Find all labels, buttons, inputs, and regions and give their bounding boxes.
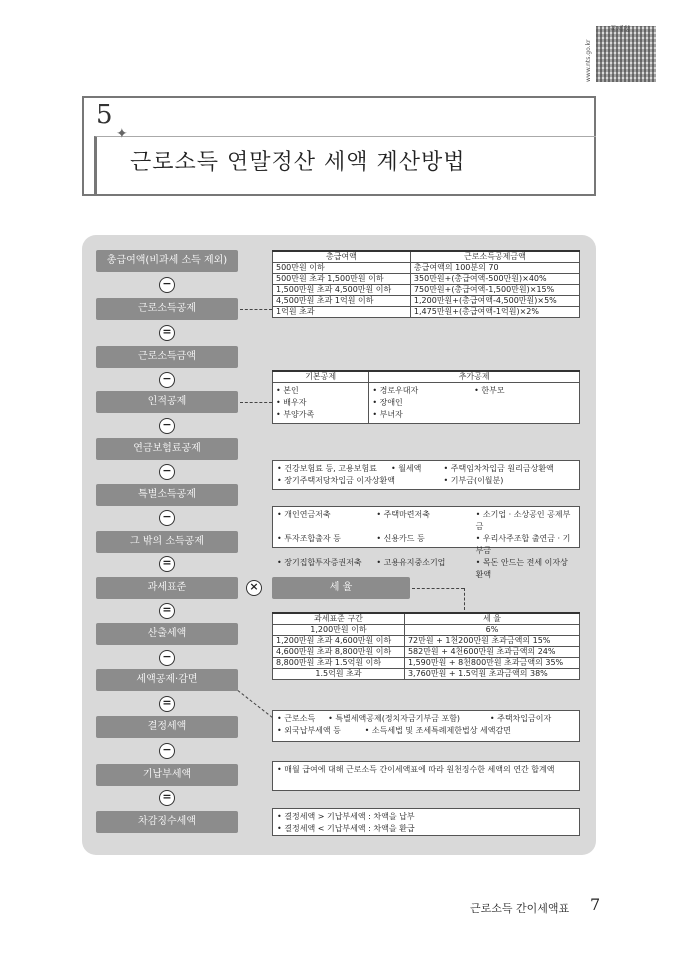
tax-rate-label: 세 율 <box>272 577 410 599</box>
equals-icon: = <box>159 556 175 572</box>
flow-step-final-tax: 차감징수세액 <box>96 811 238 833</box>
final-tax-box: • 결정세액 > 기납부세액 : 차액을 납부 • 결정세액 < 기납부세액 : 차액을 환급 <box>272 808 580 836</box>
earned-income-deduction-table: 총급여액 근로소득공제금액 500만원 이하 총급여액의 100분의 70 500만원 초과 1,500만원 이하 350만원+(총급여액-500만원)×40% 1,500만원 초과 4,500만원 이하 750만원+(총급여액-1,500만원)×15% 4,500만원 초과 1억원 이하 1,200만원+(총급여액-4,500만원)×5% 1억원 초과 1,475만원+(총급여액-1억원)×2% <box>272 250 580 318</box>
flow-step-earned-income-amount: 근로소득금액 <box>96 346 238 368</box>
equals-icon: = <box>159 603 175 619</box>
table-row: 1,200만원 이하 6% <box>273 625 580 636</box>
flow-step-tax-base: 과세표준 <box>96 577 238 599</box>
minus-icon: − <box>159 277 175 293</box>
flow-step-other-deduction: 그 밖의 소득공제 <box>96 531 238 553</box>
minus-icon: − <box>159 510 175 526</box>
table-row: 1,500만원 초과 4,500만원 이하 750만원+(총급여액-1,500만원)×15% <box>273 285 580 296</box>
table-row: 4,600만원 초과 8,800만원 이하 582만원 + 4천600만원 초과금액의 24% <box>273 647 580 658</box>
minus-icon: − <box>159 418 175 434</box>
equals-icon: = <box>159 696 175 712</box>
table-row: 500만원 이하 총급여액의 100분의 70 <box>273 263 580 274</box>
flow-step-earned-income-deduction: 근로소득공제 <box>96 298 238 320</box>
flow-step-tax-credit: 세액공제·감면 <box>96 669 238 691</box>
section-number: 5 <box>96 100 113 130</box>
tax-rate-table: 과세표준 구간 세 율 1,200만원 이하 6% 1,200만원 초과 4,600만원 이하 72만원 + 1천200만원 초과금액의 15% 4,600만원 초과 8,800만원 이하 582만원 + 4천600만원 초과금액의 24% 8,800만원 초과 1.5억원 이하 1,590만원 + 8천800만원 초과금액의 35% 1.5억원 초과 3,760만원 + 1.5억원 초과금액의 38% <box>272 612 580 680</box>
nts-logo: 국세청 <box>610 25 631 33</box>
flow-step-personal-deduction: 인적공제 <box>96 391 238 413</box>
qr-url: www.nts.go.kr <box>585 39 592 82</box>
prepaid-tax-box: • 매월 급여에 대해 근로소득 간이세액표에 따라 원천징수한 세액의 연간 합계액 <box>272 761 580 791</box>
connector-line <box>464 588 465 610</box>
connector-line <box>412 588 464 589</box>
personal-deduction-table: 기본공제 추가공제 • 본인 • 배우자 • 부양가족 • 경로우대자 • 한부모 • 장애인 • 부녀자 <box>272 370 580 424</box>
special-deduction-box: • 건강보험료 등, 고용보험료 • 월세액 • 주택임차차입금 원리금상환액 • 장기주택저당차입금 이자상환액 • 기부금(이월분) <box>272 460 580 490</box>
times-icon: × <box>246 580 262 596</box>
minus-icon: − <box>159 464 175 480</box>
flow-step-calculated-tax: 산출세액 <box>96 623 238 645</box>
table-row: 1.5억원 초과 3,760만원 + 1.5억원 초과금액의 38% <box>273 669 580 680</box>
sparkle-icon: ✦ <box>116 126 128 142</box>
flow-step-gross-pay: 총급여액(비과세 소득 제외) <box>96 250 238 272</box>
flow-step-special-income-deduction: 특별소득공제 <box>96 484 238 506</box>
other-deduction-box: • 개인연금저축 • 주택마련저축 • 소기업 · 소상공인 공제부금 • 투자조합출자 등 • 신용카드 등 • 우리사주조합 출연금 · 기부금 • 장기집합투자증권저축 • 고용유지중소기업 • 목돈 안드는 전세 이자상환액 <box>272 506 580 548</box>
table-row: 1억원 초과 1,475만원+(총급여액-1억원)×2% <box>273 307 580 318</box>
minus-icon: − <box>159 372 175 388</box>
tax-credit-box: • 근로소득 • 특별세액공제(정치자금기부금 포함) • 주택차입금이자 • 외국납부세액 등 • 소득세법 및 조세특례제한법상 세액감면 <box>272 710 580 742</box>
page-number: 7 <box>590 895 601 914</box>
equals-icon: = <box>159 790 175 806</box>
flow-step-pension-deduction: 연금보험료공제 <box>96 438 238 460</box>
equals-icon: = <box>159 325 175 341</box>
table-row: 500만원 초과 1,500만원 이하 350만원+(총급여액-500만원)×40% <box>273 274 580 285</box>
table-row: 1,200만원 초과 4,600만원 이하 72만원 + 1천200만원 초과금액의 15% <box>273 636 580 647</box>
table-row: 8,800만원 초과 1.5억원 이하 1,590만원 + 8천800만원 초과금액의 35% <box>273 658 580 669</box>
table-row: 4,500만원 초과 1억원 이하 1,200만원+(총급여액-4,500만원)×5% <box>273 296 580 307</box>
flow-step-determined-tax: 결정세액 <box>96 716 238 738</box>
minus-icon: − <box>159 743 175 759</box>
qr-code <box>596 26 656 82</box>
section-title: 근로소득 연말정산 세액 계산방법 <box>130 150 466 175</box>
minus-icon: − <box>159 650 175 666</box>
connector-line <box>240 309 272 310</box>
connector-line <box>240 402 272 403</box>
flow-step-prepaid-tax: 기납부세액 <box>96 764 238 786</box>
footer-title: 근로소득 간이세액표 <box>470 902 570 915</box>
